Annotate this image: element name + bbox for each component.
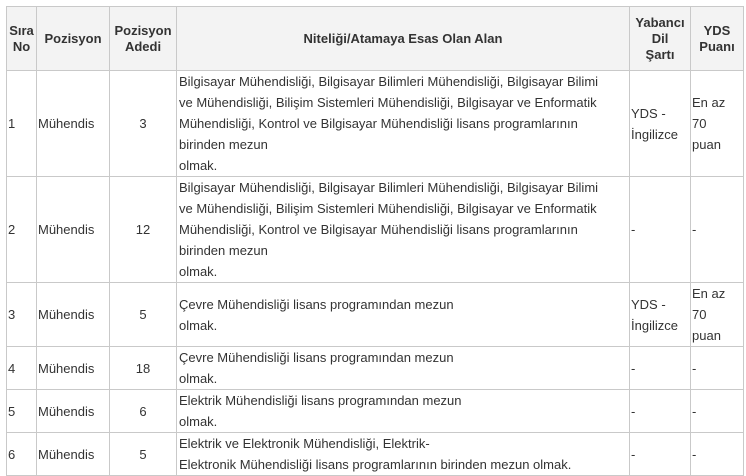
yds-puani: En az 70 puan [691, 283, 744, 347]
pozisyon-adedi: 18 [110, 347, 177, 390]
yds-puani: - [691, 347, 744, 390]
pozisyon: Mühendis [37, 390, 110, 433]
sira-no: 2 [7, 177, 37, 283]
yds-puani: - [691, 177, 744, 283]
table-row [7, 177, 744, 283]
pozisyon-adedi: 3 [110, 71, 177, 177]
table-row [7, 433, 744, 476]
table-row [7, 283, 744, 347]
positions-table [6, 6, 744, 476]
pozisyon: Mühendis [37, 71, 110, 177]
header-sira-no: Sıra No [7, 7, 37, 71]
sira-no: 1 [7, 71, 37, 177]
yabanci-dil: - [630, 390, 691, 433]
yabanci-dil: YDS - İngilizce [630, 283, 691, 347]
nitelik-alan: Çevre Mühendisliği lisans programından mezun olmak. [177, 347, 630, 390]
yabanci-dil: - [630, 347, 691, 390]
header-pozisyon-adedi: Pozisyon Adedi [110, 7, 177, 71]
table-row [7, 347, 744, 390]
pozisyon-adedi: 12 [110, 177, 177, 283]
header-row [7, 7, 744, 71]
header-pozisyon: Pozisyon [37, 7, 110, 71]
pozisyon-adedi: 6 [110, 390, 177, 433]
nitelik-alan: Elektrik ve Elektronik Mühendisliği, Elektrik- Elektronik Mühendisliği lisans programlarının birinden mezun olmak. [177, 433, 630, 476]
table-row [7, 390, 744, 433]
sira-no: 5 [7, 390, 37, 433]
nitelik-alan: Elektrik Mühendisliği lisans programından mezun olmak. [177, 390, 630, 433]
sira-no: 6 [7, 433, 37, 476]
header-yds-puani: YDS Puanı [691, 7, 744, 71]
table-row [7, 71, 744, 177]
nitelik-alan: Çevre Mühendisliği lisans programından mezun olmak. [177, 283, 630, 347]
pozisyon: Mühendis [37, 177, 110, 283]
pozisyon: Mühendis [37, 347, 110, 390]
pozisyon: Mühendis [37, 283, 110, 347]
header-nitelik-alan: Niteliği/Atamaya Esas Olan Alan [177, 7, 630, 71]
pozisyon-adedi: 5 [110, 433, 177, 476]
yds-puani: - [691, 390, 744, 433]
sira-no: 4 [7, 347, 37, 390]
yds-puani: - [691, 433, 744, 476]
nitelik-alan: Bilgisayar Mühendisliği, Bilgisayar Bilimleri Mühendisliği, Bilgisayar Bilimi ve Mühendisliği, Bilişim Sistemleri Mühendisliği, Bilgisayar ve Enformatik Mühendisliği, Kontrol ve Bilgisayar Mühendisliği lisans programlarının birinden mezun olmak. [177, 71, 630, 177]
sira-no: 3 [7, 283, 37, 347]
yabanci-dil: - [630, 433, 691, 476]
yds-puani: En az 70 puan [691, 71, 744, 177]
header-yabanci-dil: Yabancı Dil Şartı [630, 7, 691, 71]
nitelik-alan: Bilgisayar Mühendisliği, Bilgisayar Bilimleri Mühendisliği, Bilgisayar Bilimi ve Mühendisliği, Bilişim Sistemleri Mühendisliği, Bilgisayar ve Enformatik Mühendisliği, Kontrol ve Bilgisayar Mühendisliği lisans programlarının birinden mezun olmak. [177, 177, 630, 283]
pozisyon: Mühendis [37, 433, 110, 476]
yabanci-dil: - [630, 177, 691, 283]
pozisyon-adedi: 5 [110, 283, 177, 347]
yabanci-dil: YDS - İngilizce [630, 71, 691, 177]
